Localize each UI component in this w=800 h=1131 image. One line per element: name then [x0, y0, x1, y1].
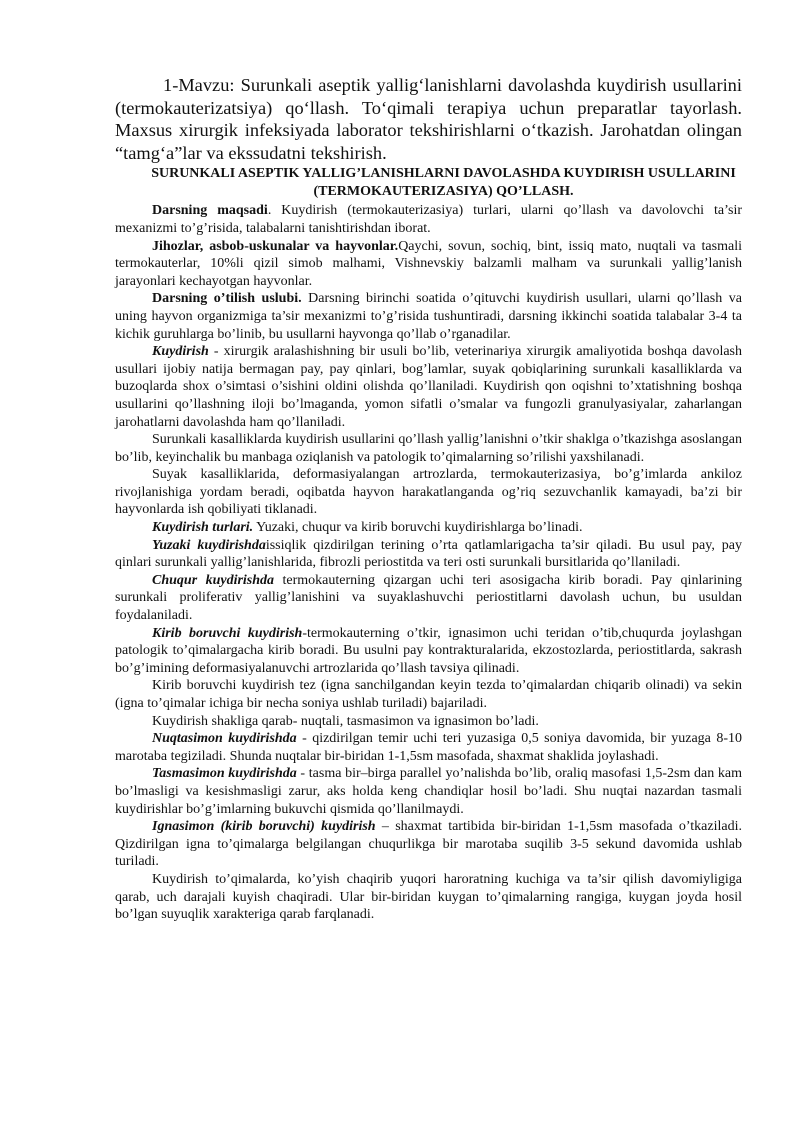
paragraph-lead: Ignasimon (kirib boruvchi) kuydirish [152, 819, 376, 835]
paragraph [115, 202, 742, 237]
paragraph [115, 713, 742, 731]
paragraph-text: - xirurgik aralashishning bir usuli bo’lib, veterinariya xirurgik amaliyotida boshqa davolash usullari ijobiy natija bermagan pay, pay qinlari, bog’lamlar, suyak qobiqlarining surunkali kasalliklarda va buzoqlarda shox o’simtasi o’sishini oldini olishda qo’llaniladi. Kuydirish qon oqishni to’xtatishning boshqa usullarini qo’llashning iloji bo’lmaganda, yomon sifatli o’smalar va fungozli granulyasiyalar, zaharlangan jarohatlarni davolashda ham qo’llaniladi. [115, 344, 742, 430]
paragraph-lead: Nuqtasimon kuydirishda [152, 731, 297, 747]
paragraph-text: - tasma bir–birga parallel yo’nalishda bo’lib, oraliq masofasi 1,5-2sm dan kam bo’lmasligi va kesishmasligi zarur, aks holda keng chandiqlar hosil bo’ladi. Shu nuqtai nazardan tasmali kuydirishlar bo’g’imlarning bukuvchi qismida qo’llanilmaydi. [115, 766, 742, 817]
paragraph [115, 818, 742, 871]
paragraph-lead: Darsning o’tilish uslubi. [152, 291, 302, 307]
paragraph [115, 290, 742, 343]
section-title: SURUNKALI ASEPTIK YALLIG’LANISHLARNI DAVOLASHDA KUYDIRISH USULLARINI (TERMOKAUTERIZASIYA) QO’LLASH. [151, 166, 736, 199]
paragraph-text: - qizdirilgan temir uchi teri yuzasiga 0,5 soniya davomida, bir yuzaga 8-10 marotaba tegiziladi. Shunda nuqtalar bir-biridan 1-1,5sm masofada, shaxmat shaklida joylashadi. [115, 731, 742, 764]
paragraph-text: Kuydirish shakliga qarab- nuqtali, tasmasimon va ignasimon bo’ladi. [152, 713, 539, 729]
paragraph [115, 730, 742, 765]
paragraph-text: issiqlik qizdirilgan terining o’rta qatlamlarigacha ta’sir qiladi. Bu usul pay, pay qinlari surunkali yallig’lanishlarida, fibrozli periostitda va teri osti surunkali bursitlarida qo’llaniladi. [115, 537, 742, 571]
paragraph [115, 871, 742, 924]
paragraph-text: . Kuydirish (termokauterizasiya) turlari, ularni qo’llash va davolovchi ta’sir mexanizmi to’g’risida, talabalarni tanishtirishdan iborat. [115, 203, 742, 236]
paragraph-text: Yuzaki, chuqur va kirib boruvchi kuydirishlarga bo’linadi. [253, 520, 583, 536]
paragraph-text: Surunkali kasalliklarda kuydirish usullarini qo’llash yallig’lanishni o’tkir shaklga o’tkazishga asoslangan bo’lib, keyinchalik bu manbaga oziqlanish va patologik to’qimalarning so’rilishi yaxshilanadi. [115, 432, 742, 465]
paragraph [115, 677, 742, 712]
paragraph-lead: Kuydirish [152, 344, 209, 360]
paragraph-lead: Kirib boruvchi kuydirish [152, 625, 303, 641]
paragraph-text: -termokauterning o’tkir, ignasimon uchi teridan o’tib,chuqurda joylashgan patologik to’qimalargacha kirib boradi. Bu usulni pay kontrakturalarida, ekzostozlarda, periostitlarda, sakrash bo’g’imining deformasiyalanuvchi artrozlarida qo’llash tavsiya qilinadi. [115, 625, 742, 676]
paragraph-lead: Jihozlar, asbob-uskunalar va hayvonlar. [152, 238, 399, 254]
topic-heading: 1-Mavzu: Surunkali aseptik yallig‘lanishlarni davolashda kuydirish usullarini (termokauterizatsiya) qo‘llash. To‘qimali terapiya uchun preparatlar tayorlash. Maxsus xirurgik infeksiyada laborator tekshirishlarni o‘tkazish. Jarohatdan olingan “tamg‘a”lar va ekssudatni tekshirish. [115, 75, 742, 163]
paragraph-lead: Kuydirish turlari. [152, 520, 254, 536]
paragraph-lead: Yuzaki kuydirishda [152, 537, 266, 553]
paragraph-text: Suyak kasalliklarida, deformasiyalangan artrozlarda, termokauterizasiya, bo’g’imlarda ankiloz rivojlanishiga yordam beradi, oqibatda hayvon harakatlanganda og’riq sezuvchanlik kamayadi, ba’zi bir hayvonlarda ish qobiliyati tiklanadi. [115, 467, 742, 518]
paragraph-text: Darsning birinchi soatida o’qituvchi kuydirish usullari, ularni qo’llash va uning hayvon organizmiga ta’sir mexanizmi to’g’risida tushuntiradi, darsning ikkinchi soatida talabalar 3-4 ta kichik guruhlarga bo’linib, bu usullarni hayvonga qo’llab o’rganadilar. [115, 291, 742, 342]
paragraph [115, 238, 742, 291]
paragraph [115, 765, 742, 818]
paragraph [115, 537, 742, 572]
paragraph-lead: Darsning maqsadi [152, 203, 268, 219]
paragraph-text: Kirib boruvchi kuydirish tez (igna sanchilgandan keyin tezda to’qimalardan chiqarib olinadi) va sekin (igna to’qimalar ichiga bir necha soniya ushlab turiladi) bajariladi. [115, 678, 742, 711]
paragraph [115, 343, 742, 431]
document-page [115, 74, 742, 924]
paragraph-text: Kuydirish to’qimalarda, ko’yish chaqirib yuqori haroratning kuchiga va ta’sir qilish davomiyligiga qarab, uch darajali kuyish chaqiradi. Ular bir-biridan kuygan to’qimalarning rangiga, kuygan joyda hosil bo’lgan suyuqlik xarakteriga qarab farqlanadi. [115, 871, 742, 923]
paragraph-lead: Tasmasimon kuydirishda [152, 766, 297, 782]
paragraph-lead: Chuqur kuydirishda [152, 572, 275, 588]
document-body [115, 202, 742, 923]
paragraph [115, 431, 742, 466]
paragraph [115, 519, 742, 537]
paragraph-text: – shaxmat tartibida bir-biridan 1-1,5sm masofada o’tkaziladi. Qizdirilgan igna to’qimalarga belgilangan chuqurlikga bir marotaba suqilib 3-5 sekund davomida ushlab turiladi. [115, 819, 742, 870]
paragraph-text: Qaychi, sovun, sochiq, bint, issiq mato, nuqtali va tasmali termokauterlar, 10%li qizil simob malhami, Vishnevskiy balzamli malham va surunkali yallig’lanish jarayonlari kechayotgan hayvonlar. [115, 238, 742, 289]
paragraph-text: termokauterning qizargan uchi teri asosigacha kirib boradi. Pay qinlarining surunkali proliferativ yallig’lanishini va suyaklashuvchi periostitlarni davolash uchun, bu usuldan foydalaniladi. [115, 572, 742, 624]
paragraph [115, 625, 742, 678]
paragraph [115, 572, 742, 625]
paragraph [115, 466, 742, 519]
